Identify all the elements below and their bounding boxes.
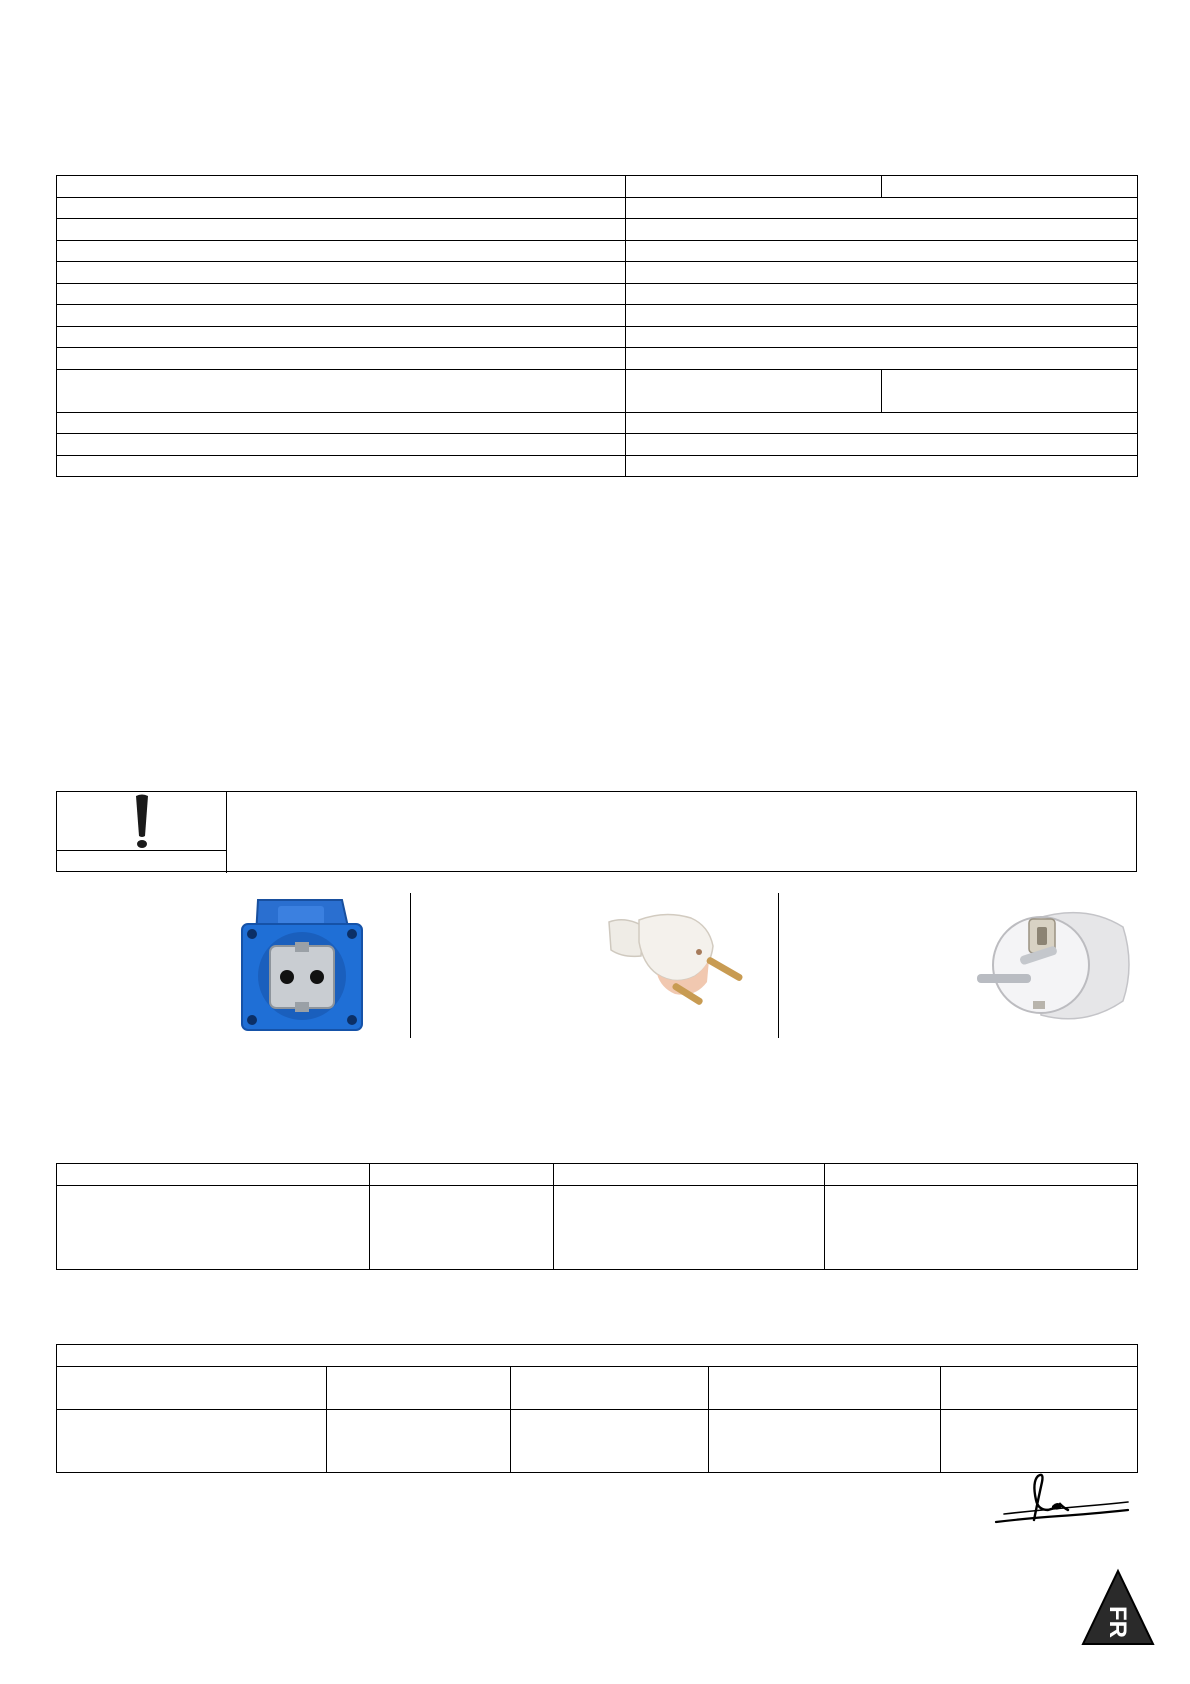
table-header-cell (554, 1164, 825, 1186)
table-cell (57, 176, 626, 198)
table-cell (57, 348, 626, 370)
table-cell (626, 413, 1138, 434)
table-header-cell (57, 1164, 370, 1186)
table-cell (882, 176, 1138, 198)
table-header-cell (370, 1164, 554, 1186)
table-cell (57, 241, 626, 262)
table-header-cell (941, 1367, 1138, 1410)
table-header-cell (327, 1367, 511, 1410)
table-cell (825, 1186, 1138, 1270)
table-header-cell (825, 1164, 1138, 1186)
table-cell (626, 456, 1138, 477)
table-cell (57, 1410, 327, 1473)
table-cell (626, 327, 1138, 348)
table-cell (626, 284, 1138, 305)
warning-label-cell (57, 850, 226, 873)
table-cell (554, 1186, 825, 1270)
table-cell (57, 1186, 370, 1270)
table-cell (370, 1186, 554, 1270)
table-cell (882, 370, 1138, 413)
table-cell (511, 1410, 709, 1473)
table-cell (626, 262, 1138, 284)
fr-badge-text: FR (1104, 1606, 1131, 1638)
table-cell (57, 219, 626, 241)
table-cell (941, 1410, 1138, 1473)
table-cell (626, 198, 1138, 219)
table-cell (57, 456, 626, 477)
table-2 (56, 1163, 1138, 1270)
warning-icon-cell (57, 792, 227, 873)
table-cell (626, 305, 1138, 327)
table-cell (57, 370, 626, 413)
table-cell (626, 348, 1138, 370)
divider (778, 893, 779, 1038)
table-title-cell (57, 1345, 1138, 1367)
table-cell (626, 434, 1138, 456)
signature (990, 1470, 1135, 1530)
exclamation-icon (57, 792, 227, 850)
table-header-cell (511, 1367, 709, 1410)
white-two-pin-plug-icon (605, 912, 755, 1012)
table-cell (327, 1410, 511, 1473)
table-cell (57, 305, 626, 327)
blue-schuko-socket-icon (240, 898, 365, 1033)
table-cell (626, 370, 882, 413)
grey-schuko-plug-icon (975, 905, 1135, 1030)
table-cell (626, 241, 1138, 262)
table-cell (626, 176, 882, 198)
divider (410, 893, 411, 1038)
table-cell (57, 198, 626, 219)
table-cell (57, 434, 626, 456)
table-cell (57, 284, 626, 305)
spec-table (56, 175, 1138, 477)
table-3 (56, 1344, 1138, 1473)
table-header-cell (57, 1367, 327, 1410)
table-cell (57, 413, 626, 434)
table-cell (57, 327, 626, 348)
table-cell (57, 262, 626, 284)
table-header-cell (709, 1367, 941, 1410)
table-cell (626, 219, 1138, 241)
warning-box (56, 791, 1137, 872)
fr-triangle-badge (1080, 1568, 1156, 1648)
table-cell (709, 1410, 941, 1473)
